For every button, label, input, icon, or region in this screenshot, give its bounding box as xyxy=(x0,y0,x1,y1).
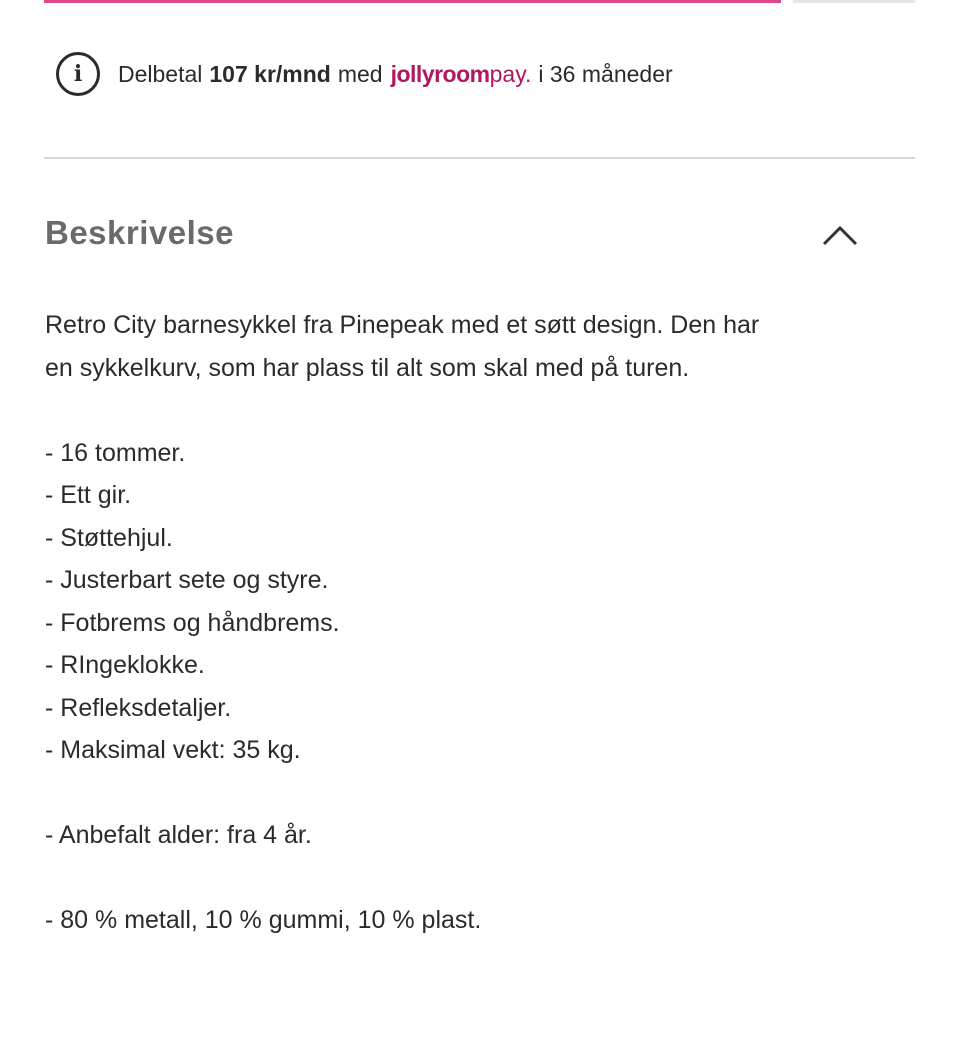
feature-item: - RIngeklokke. xyxy=(45,651,205,679)
installment-amount: 107 kr/mnd xyxy=(209,60,331,87)
age-recommendation: - Anbefalt alder: fra 4 år. xyxy=(45,821,312,849)
intro-line: en sykkelkurv, som har plass til alt som skal med på turen. xyxy=(45,353,690,382)
installment-info xyxy=(56,50,673,98)
feature-item: - Maksimal vekt: 35 kg. xyxy=(45,736,301,764)
feature-item: - Støttehjul. xyxy=(45,523,173,552)
progress-bar-fill xyxy=(44,0,781,3)
installment-suffix: i 36 måneder xyxy=(538,60,673,87)
section-title[interactable]: Beskrivelse xyxy=(45,214,234,251)
feature-item: - Justerbart sete og styre. xyxy=(45,566,329,594)
installment-middle: med xyxy=(337,60,383,87)
info-icon[interactable]: i xyxy=(56,52,100,96)
jollyroom-pay-logo-suffix: pay. xyxy=(489,60,532,87)
intro-line: Retro City barnesykkel fra Pinepeak med et søtt design. Den har xyxy=(45,311,760,339)
feature-item: - Ett gir. xyxy=(45,481,132,509)
progress-bar-track xyxy=(793,0,915,3)
feature-item: - Refleksdetaljer. xyxy=(45,693,232,722)
jollyroom-pay-logo: jollyroom xyxy=(390,60,490,87)
chevron-up-icon[interactable] xyxy=(822,222,858,248)
divider xyxy=(44,157,915,159)
description-text xyxy=(45,304,915,942)
material-info: - 80 % metall, 10 % gummi, 10 % plast. xyxy=(45,906,482,934)
feature-item: - 16 tommer. xyxy=(45,438,186,467)
feature-item: - Fotbrems og håndbrems. xyxy=(45,608,340,637)
installment-prefix: Delbetal xyxy=(118,60,203,87)
